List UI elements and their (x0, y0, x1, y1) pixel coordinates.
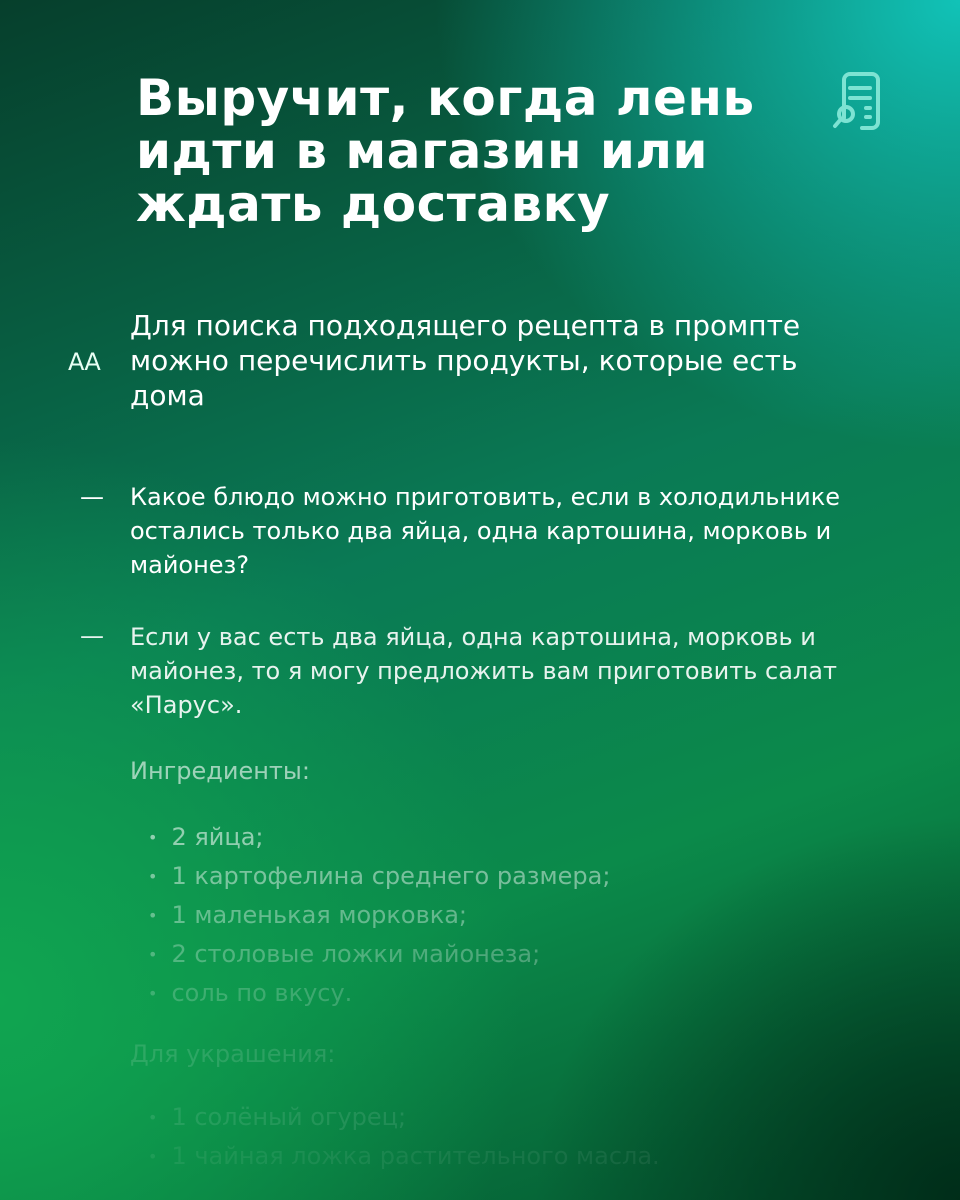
ingredients-heading: Ингредиенты: (130, 757, 310, 785)
ingredients-list (148, 818, 610, 1013)
decoration-heading: Для украшения: (130, 1040, 336, 1068)
list-item: • 1 солёный огурец; (148, 1098, 660, 1137)
question-dash: — (80, 483, 104, 511)
font-size-label: АА (68, 348, 101, 376)
list-item: • 2 яйца; (148, 818, 610, 857)
headline: Выручит, когда лень идти в магазин или ждать доставку (136, 69, 755, 233)
answer-text: Если у вас есть два яйца, одна картошина, морковь и майонез, то я могу предложить вам приготовить салат «Парус». (130, 623, 837, 719)
subtitle: Для поиска подходящего рецепта в промпте можно перечислить продукты, которые есть дома (130, 309, 801, 412)
decoration-list (148, 1098, 660, 1176)
font-size-icon (68, 348, 101, 376)
question-text: Какое блюдо можно приготовить, если в холодильнике остались только два яйца, одна картошина, морковь и майонез? (130, 483, 841, 579)
list-item: • 1 чайная ложка растительного масла. (148, 1137, 660, 1176)
list-item: • 2 столовые ложки майонеза; (148, 935, 610, 974)
list-item: • 1 картофелина среднего размера; (148, 857, 610, 896)
answer-dash: — (80, 622, 104, 650)
document-search-icon (830, 70, 884, 134)
list-item: • соль по вкусу. (148, 974, 610, 1013)
list-item: • 1 маленькая морковка; (148, 896, 610, 935)
